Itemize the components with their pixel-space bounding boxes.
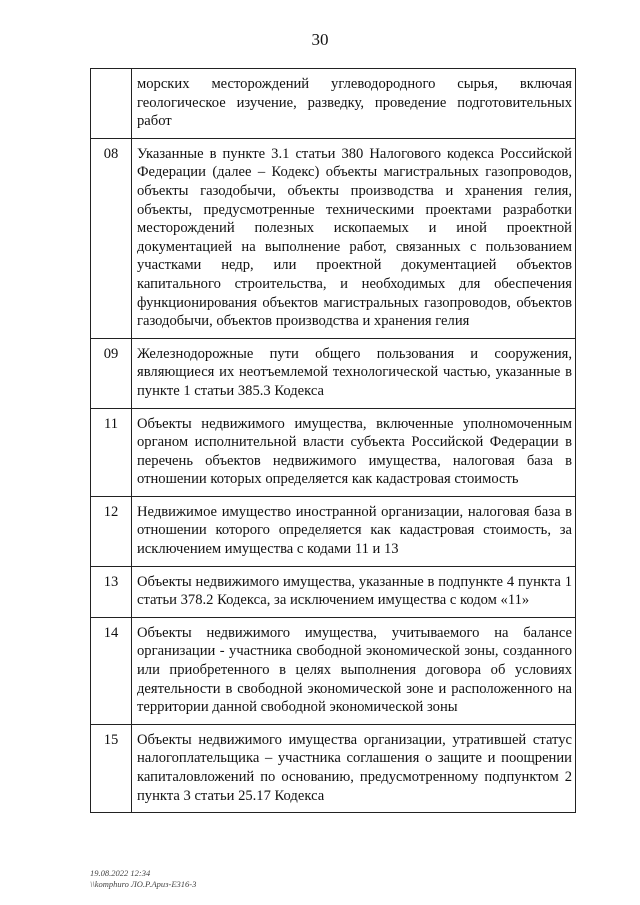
row-code: 09: [91, 338, 132, 408]
row-description: Недвижимое имущество иностранной организации, налоговая база в отношении которого определяется как кадастровая стоимость, за исключением имущества с кодами 11 и 13: [132, 496, 576, 566]
row-code: 11: [91, 408, 132, 496]
row-code: 15: [91, 724, 132, 812]
row-code: 12: [91, 496, 132, 566]
table-row: [91, 338, 576, 408]
property-codes-table: [90, 68, 576, 813]
footer-file-path: \\komphuro ЛО.Р.Ариз-Е316-3: [90, 879, 197, 889]
row-code: 08: [91, 138, 132, 338]
row-description: Объекты недвижимого имущества, указанные в подпункте 4 пункта 1 статьи 378.2 Кодекса, за исключением имущества с кодом «11»: [132, 566, 576, 617]
table-row: [91, 408, 576, 496]
row-code: 14: [91, 617, 132, 724]
table-row: [91, 138, 576, 338]
row-description: Указанные в пункте 3.1 статьи 380 Налогового кодекса Российской Федерации (далее – Кодекс) объекты магистральных газопроводов, объекты газодобычи, объекты производства и хранения гелия, объекты, предусмотренные техническими проектами разработки месторождений полезных ископаемых и иной проектной документацией на выполнение работ, связанных с пользованием участками недр, или проектной документацией объектов капитального строительства, и необходимых для обеспечения функционирования объектов магистральных газопроводов, объектов газодобычи, объектов производства и хранения гелия: [132, 138, 576, 338]
row-description: Объекты недвижимого имущества, учитываемого на балансе организации - участника свободной экономической зоны, созданного или приобретенного в целях выполнения договора об условиях деятельности в свободной экономической зоне и расположенного на территории данной свободной экономической зоны: [132, 617, 576, 724]
row-description: Объекты недвижимого имущества, включенные уполномоченным органом исполнительной власти субъекта Российской Федерации в перечень объектов недвижимого имущества, налоговая база в отношении которых определяется как кадастровая стоимость: [132, 408, 576, 496]
table-row: [91, 69, 576, 139]
table-row: [91, 496, 576, 566]
table-row: [91, 724, 576, 812]
row-description: морских месторождений углеводородного сырья, включая геологическое изучение, разведку, проведение подготовительных работ: [132, 69, 576, 139]
row-code: [91, 69, 132, 139]
footer-timestamp: 19.08.2022 12:34: [90, 868, 151, 878]
row-description: Железнодорожные пути общего пользования и сооружения, являющиеся их неотъемлемой технологической частью, указанные в пункте 1 статьи 385.3 Кодекса: [132, 338, 576, 408]
row-description: Объекты недвижимого имущества организации, утратившей статус налогоплательщика – участника соглашения о защите и поощрении капиталовложений по основанию, предусмотренному подпунктом 2 пункта 3 статьи 25.17 Кодекса: [132, 724, 576, 812]
row-code: 13: [91, 566, 132, 617]
table-row: [91, 617, 576, 724]
document-footer: [90, 868, 196, 890]
page-number: 30: [311, 30, 329, 49]
table-row: [91, 566, 576, 617]
